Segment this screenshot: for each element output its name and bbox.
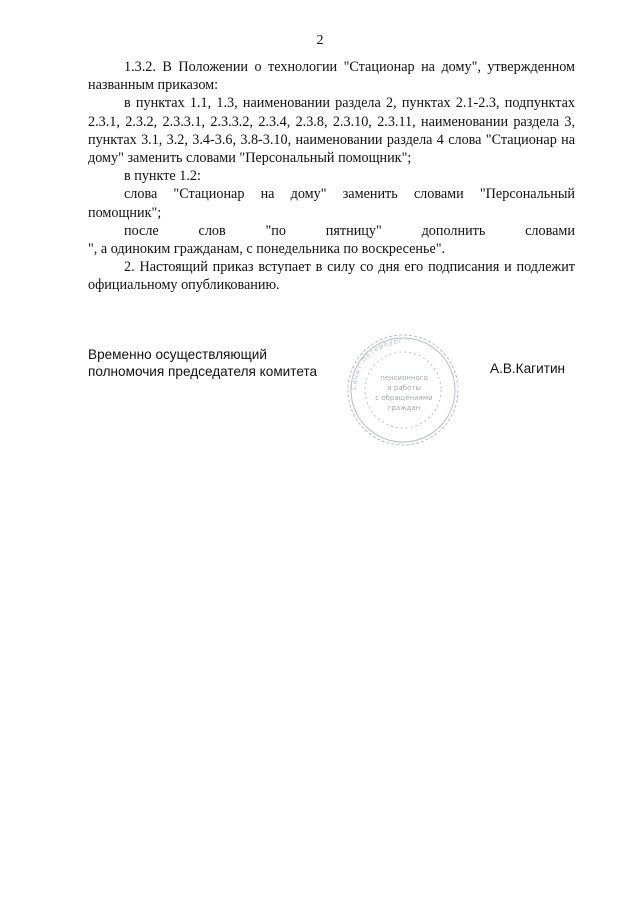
- paragraph-points-list: в пунктах 1.1, 1.3, наименовании раздела 2, пунктах 2.1-2.3, подпунктах 2.3.1, 2.3.2, 2.3.3.1, 2.3.3.2, 2.3.4, 2.3.8, 2.3.10, 2.3.11, наименовании раздела 3, пунктах 3.1, 3.2, 3.4-3.6, 3.8-3.10, наименовании раздела 4 слова "Стационар на дому" заменить словами "Персональный помощник";: [88, 95, 575, 167]
- signatory-position: [88, 347, 317, 380]
- official-stamp: [342, 330, 464, 450]
- paragraph-1-3-2: 1.3.2. В Положении о технологии "Стационар на дому", утвержденном названным приказом:: [88, 59, 575, 94]
- paragraph-words-replace: слова "Стационар на дому" заменить словами "Персональный помощник";: [88, 186, 575, 221]
- page-number: 2: [316, 33, 324, 48]
- stamp-line-1: пенсионного: [380, 374, 428, 382]
- svg-text:Санкт-Петербург: [350, 337, 404, 390]
- paragraph-effective: 2. Настоящий приказ вступает в силу со дня его подписания и подлежит официальному опубликованию.: [88, 259, 575, 294]
- stamp-line-3: с обращениями: [375, 394, 433, 402]
- stamp-seal-icon: [342, 330, 464, 450]
- document-body: [88, 58, 575, 295]
- stamp-line-2: и работы: [387, 384, 421, 392]
- paragraph-point-1-2: в пункте 1.2:: [124, 168, 201, 185]
- paragraph-single-citizens: ", а одиноким гражданам, с понедельника по воскресенье".: [88, 241, 446, 258]
- paragraph-after-words: после слов "по пятницу" дополнить словами: [124, 222, 575, 239]
- signatory-name: А.В.Кагитин: [490, 361, 566, 376]
- stamp-ring-text: Санкт-Петербург: [349, 336, 404, 391]
- stamp-line-4: граждан: [387, 404, 421, 412]
- signatory-position-line-1: Временно осуществляющий: [88, 347, 267, 362]
- signatory-position-line-2: полномочия председателя комитета: [88, 363, 318, 379]
